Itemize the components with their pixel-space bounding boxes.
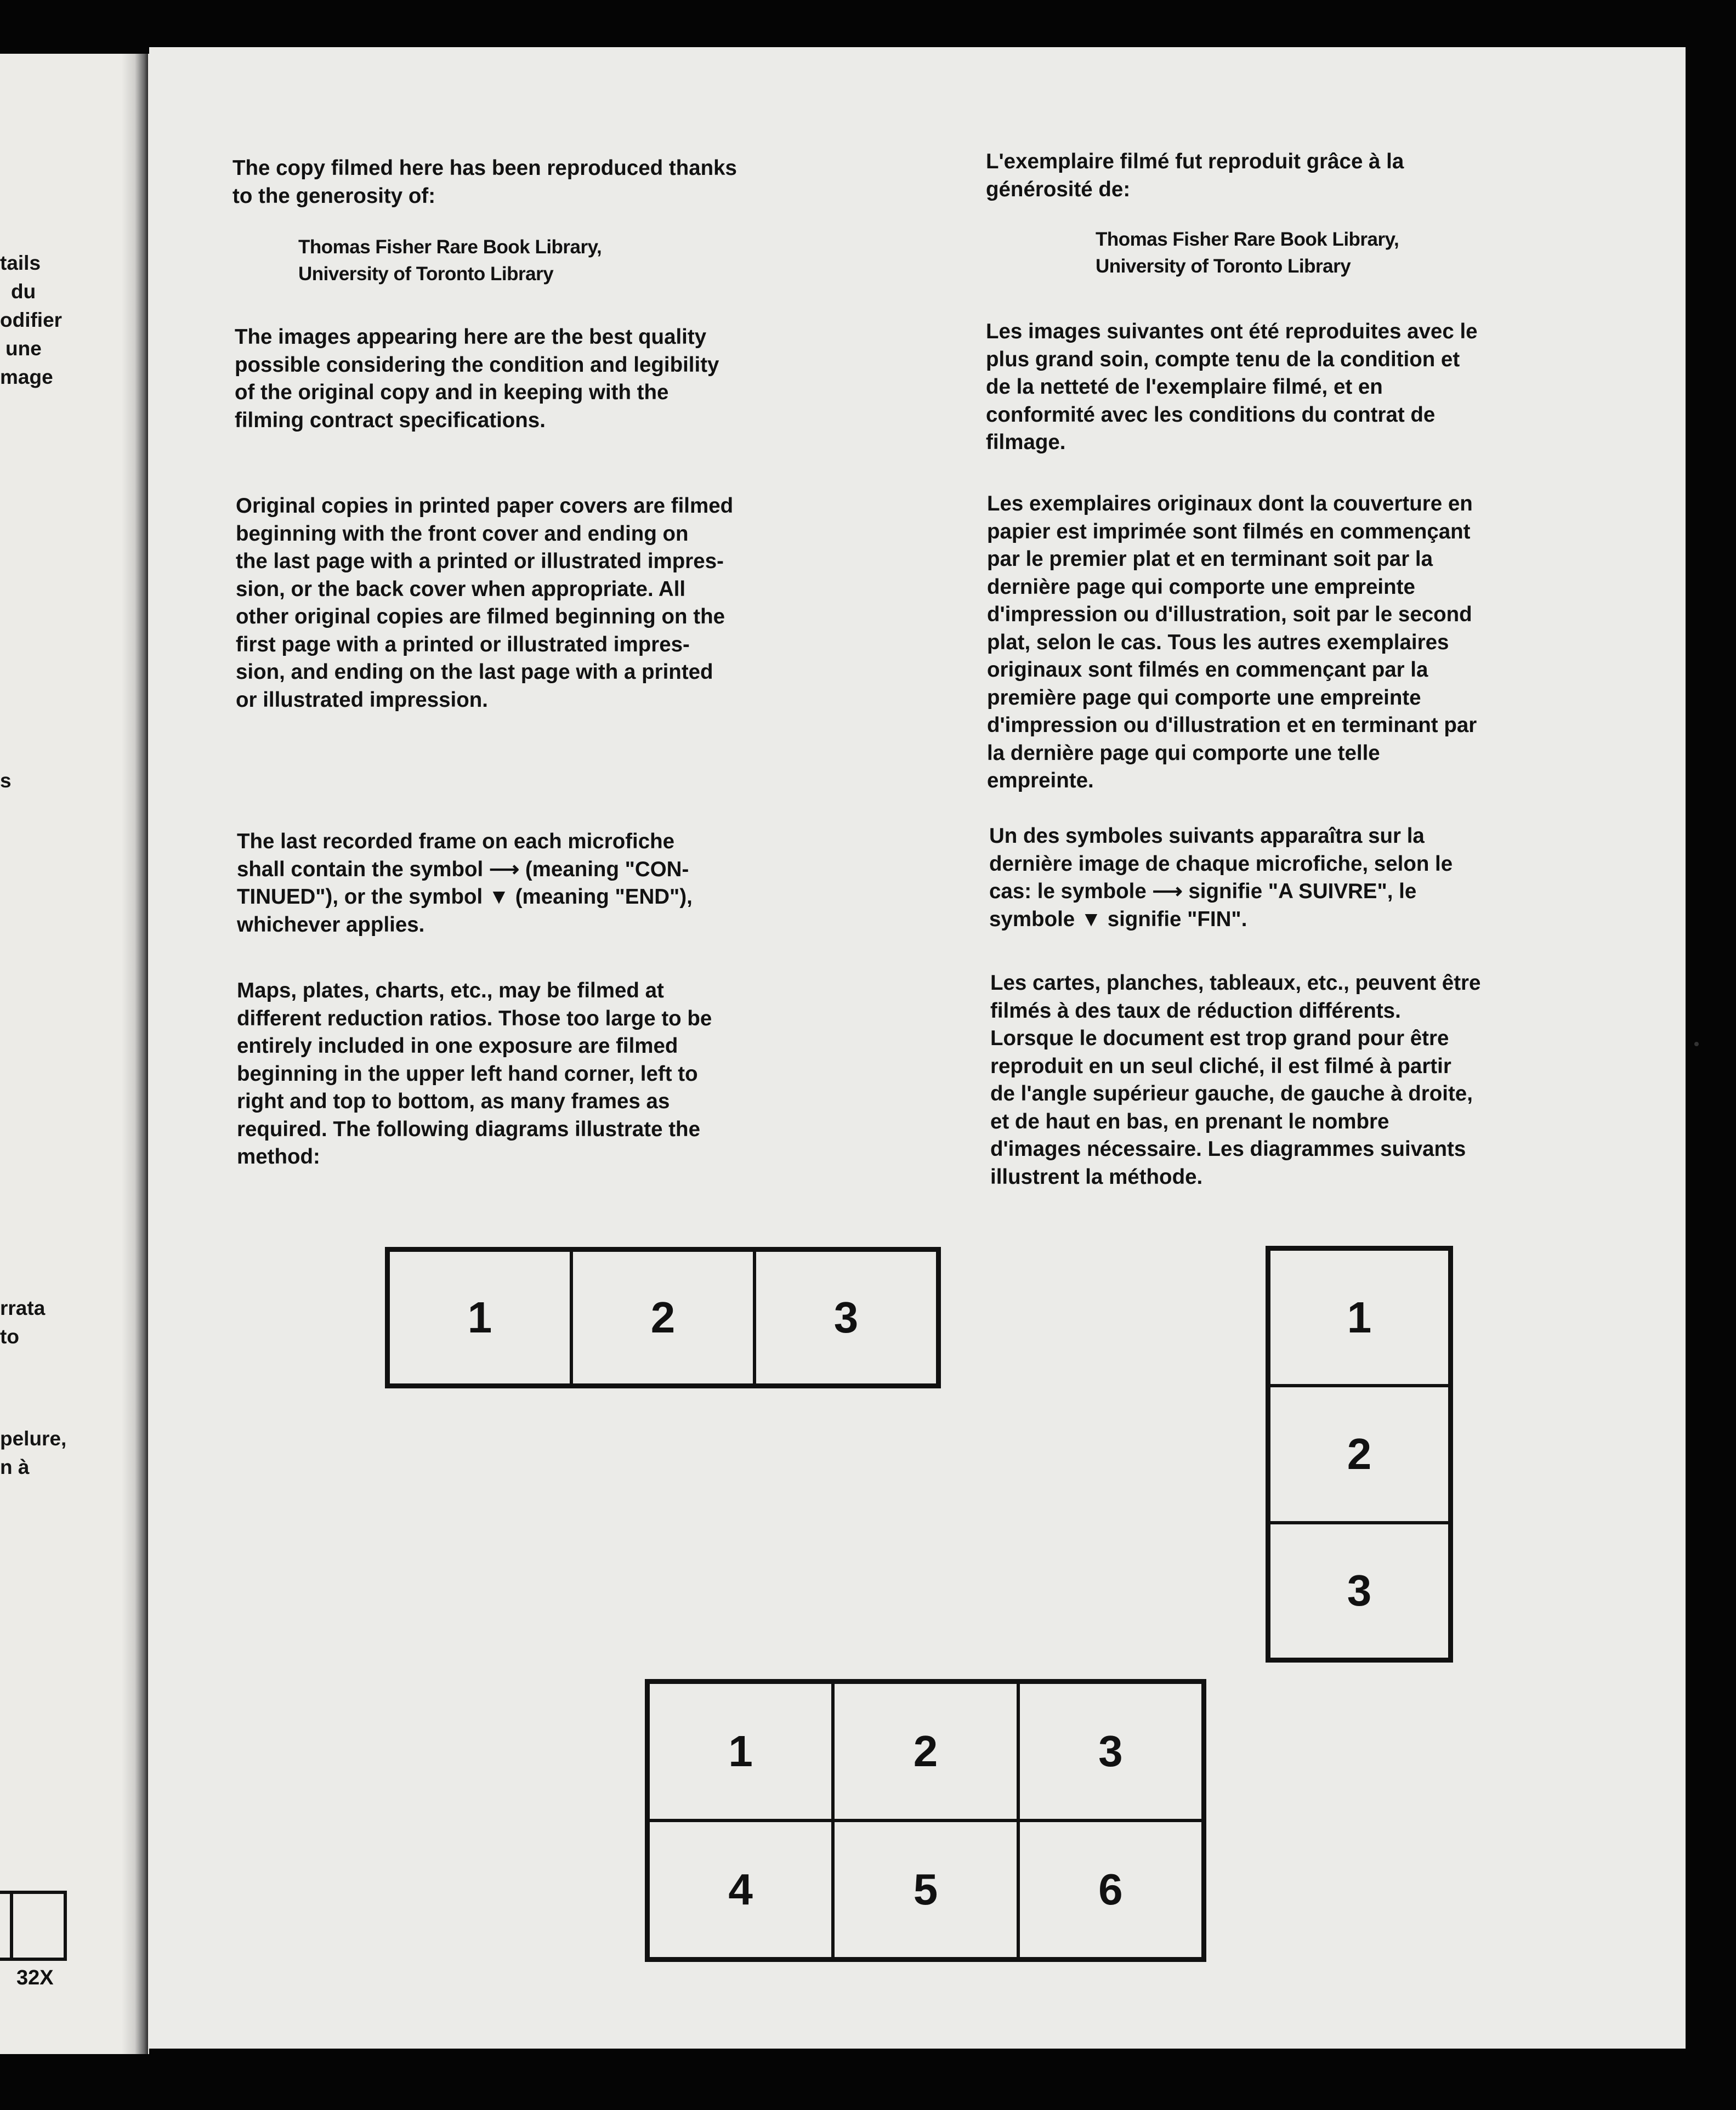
left-fragment: du (11, 280, 36, 303)
left-fragment: n à (0, 1456, 30, 1478)
french-intro: L'exemplaire filmé fut reproduit grâce à la générosité de: (986, 150, 1404, 201)
frame-cell: 1 (1269, 1249, 1450, 1386)
frame-cell: 3 (754, 1250, 938, 1385)
scan-speck (1694, 1042, 1699, 1046)
french-maps-paragraph: Les cartes, planches, tableaux, etc., peuvent être filmés à des taux de réduction différents. Lorsque le document est trop grand pour être reproduit en un seul cliché, il est filmé à partir de l'angle supérieur gauche, de gauche à droite, et de haut en bas, en prenant le nombre d'images nécessaire. Les diagrammes suivants illustrent la méthode. (990, 971, 1481, 1189)
french-covers-paragraph: Les exemplaires originaux dont la couverture en papier est imprimée sont filmés en commençant par le premier plat et en terminant soit par la dernière page qui comporte une empreinte d'impression ou d'illustration, soit par le second plat, selon le cas. Tous les autres exemplaires originaux sont filmés en commençant par la première page qui comporte une empreinte d'impression ou d'illustration et en terminant par la dernière page qui comporte une telle empreinte. (987, 492, 1477, 792)
english-intro: The copy filmed here has been reproduced thanks to the generosity of: (232, 156, 737, 208)
english-library-credit: Thomas Fisher Rare Book Library, University of Toronto Library (298, 236, 602, 285)
diagram-two-by-three-grid (645, 1679, 1206, 1962)
frame-cell: 2 (1269, 1386, 1450, 1522)
left-fragment: tails (0, 252, 41, 274)
frame-cell: 5 (833, 1820, 1018, 1959)
left-fragment: odifier (0, 309, 63, 331)
page-binding-shadow (122, 54, 148, 2054)
frame-cell: 1 (648, 1682, 833, 1820)
frame-cell: 4 (648, 1820, 833, 1959)
english-covers-paragraph: Original copies in printed paper covers are filmed beginning with the front cover and ending on the last page with a printed or illustrated impres- sion, or the back cover when appropriate. All other original copies are filmed beginning on the first page with a printed or illustrated impres- sion, and ending on the last page with a printed or illustrated impression. (236, 494, 734, 712)
frame-cell: 2 (571, 1250, 754, 1385)
frame-cell: 1 (388, 1250, 571, 1385)
microfiche-target-page (149, 47, 1686, 2049)
left-fragment: s (0, 769, 12, 792)
frame-cell: 3 (1269, 1523, 1450, 1659)
diagram-horizontal-row (385, 1247, 941, 1388)
frame-cell: 3 (1018, 1682, 1203, 1820)
french-library-credit: Thomas Fisher Rare Book Library, University of Toronto Library (1096, 229, 1399, 277)
french-quality-paragraph: Les images suivantes ont été reproduites avec le plus grand soin, compte tenu de la condition et de la netteté de l'exemplaire filmé, et en conformité avec les conditions du contrat de filmage. (986, 320, 1478, 454)
left-fragment: to (0, 1325, 19, 1348)
french-symbols-paragraph: Un des symboles suivants apparaîtra sur la dernière image de chaque microfiche, selon le cas: le symbole ⟶ signifie "A SUIVRE", le symbole ▼ signifie "FIN". (989, 824, 1453, 931)
english-maps-paragraph: Maps, plates, charts, etc., may be filmed at different reduction ratios. Those too large to be entirely included in one exposure are filmed beginning in the upper left hand corner, left to right and top to bottom, as many frames as required. The following diagrams illustrate the method: (237, 979, 712, 1169)
left-fragment: mage (0, 366, 53, 388)
english-symbols-paragraph: The last recorded frame on each microfiche shall contain the symbol ⟶ (meaning "CON- TINUED"), or the symbol ▼ (meaning "END"), whichever applies. (237, 830, 693, 937)
left-fragment: une (5, 337, 42, 360)
reduction-label: 32X (16, 1966, 54, 1989)
left-fragment: pelure, (0, 1427, 67, 1450)
frame-cell: 2 (833, 1682, 1018, 1820)
frame-cell: 6 (1018, 1820, 1203, 1959)
diagram-vertical-column (1266, 1246, 1453, 1663)
english-quality-paragraph: The images appearing here are the best quality possible considering the condition and legibility of the original copy and in keeping with the filming contract specifications. (235, 325, 719, 432)
reduction-box-divider (0, 1891, 13, 1961)
left-fragment: rrata (0, 1297, 46, 1319)
